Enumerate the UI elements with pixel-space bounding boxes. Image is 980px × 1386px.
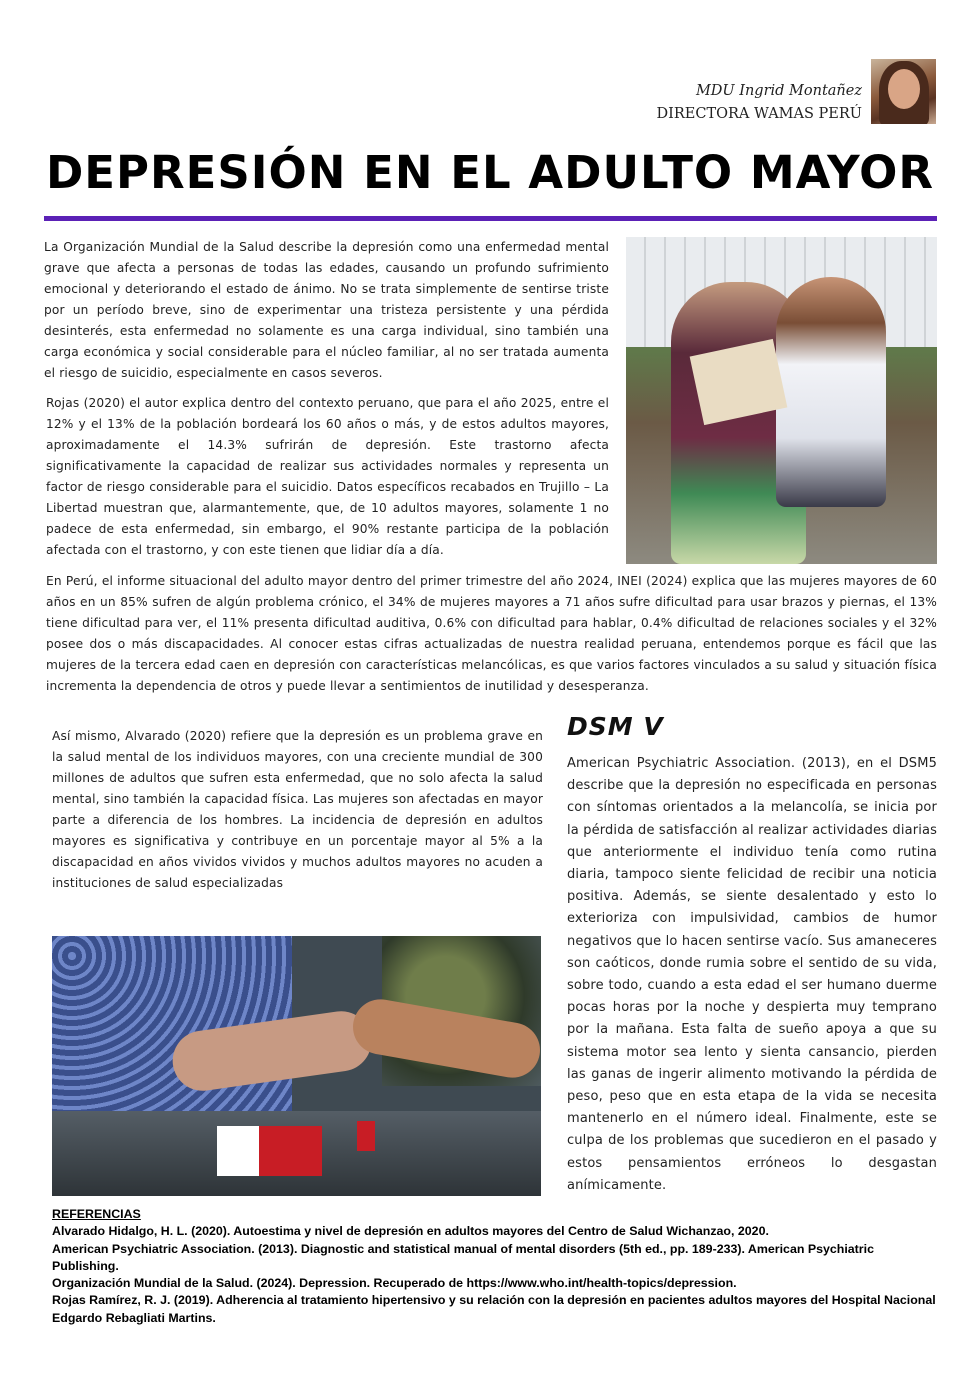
author-name: MDU Ingrid Montañez	[695, 83, 862, 99]
paragraph-rojas: Rojas (2020) el autor explica dentro del contexto peruano, que para el año 2025, entre el 12% y el 13% de la población bordeará los 60 años o más, y de estos adultos mayores, aproximadamente el 14.3% sufrirán de depresión. Este trastorno afecta significativamente la capacidad de realizar sus actividades normales y representa un factor de riesgo considerable para el suicidio. Datos específicos recabados en Trujillo – La Libertad muestran que, alarmantemente, que, de 10 adultos mayores, solamente 1 no padece de esta enfermedad, sin embargo, el 90% restante participa de la población afectada con el trastorno, y con este tienen que lidiar día a día.	[46, 396, 609, 557]
reference-item: Rojas Ramírez, R. J. (2019). Adherencia al tratamiento hipertensivo y su relación con la depresión en pacientes adultos mayores del Hospital Nacional Edgardo Rebagliati Martins.	[52, 1293, 936, 1325]
paragraph-dsm: American Psychiatric Association. (2013), en el DSM5 describe que la depresión no especificada en personas con síntomas orientados a la melancolía, se inicia por la pérdida de satisfacción al realizar actividades diarias que anteriormente el individuo tenía como rutina diaria, tampoco siente felicidad de recibir una noticia positiva. Además, se siente desalentado y esto lo exterioriza con impulsividad, cambios de humor negativos que lo hacen sentirse vacío. Sus amaneceres son caóticos, donde rumia sobre el sentido de su vida, sobre todo, cuando a esta edad el ser humano duerme pocas horas por la noche y despierta muy temprano por la mañana. Esta falta de sueño apoya a que su sistema motor sea lento y sienta cansancio, pierden las ganas de ingerir alimento motivando la pérdida de peso, peso que en esta etapa de la vida se necesita mantenerlo en el número ideal. Finalmente, este se culpa de los problemas que sucedieron en el pasado y estos pensamientos erróneos lo desgastan anímicamente.	[567, 756, 937, 1193]
references-heading: REFERENCIAS	[52, 1207, 141, 1221]
page-title: DEPRESIÓN EN EL ADULTO MAYOR	[45, 146, 935, 199]
author-avatar	[871, 59, 936, 124]
paragraph-inei: En Perú, el informe situacional del adulto mayor dentro del primer trimestre del año 2024, INEI (2024) explica que las mujeres mayores de 60 años en un 85% sufren de algún problema crónico, el 34% de mujeres mayores a 71 años sufre dificultad para usar brazos y piernas, el 13% tiene dificultad para ver, el 11% presenta dificultad auditiva, 0.6% con dificultad para hablar, 0.4% dificultad de relaciones sociales y el 32% posee dos o más discapacidades. Al conocer estas cifras actualizadas de nuestra realidad peruana, entendemos porque es fácil que las mujeres de la tercera edad caen en depresión con características melancólicas, es que varios factores vinculados a su salud y situación física incrementa la dependencia de otros y puede llevar a sentimientos de inutilidad y desesperanza.	[46, 574, 937, 693]
reference-item: Organización Mundial de la Salud. (2024). Depression. Recuperado de https://www.who.int/health-topics/depression.	[52, 1276, 737, 1291]
avatar-face-shape	[888, 69, 920, 109]
references-section	[52, 1206, 937, 1327]
title-divider	[44, 216, 937, 221]
photo-hands-medication	[52, 936, 541, 1196]
paragraph-alvarado: Así mismo, Alvarado (2020) refiere que la depresión es un problema grave en la salud mental de los individuos mayores, con una creciente mundial de 300 millones de adultos que sufren esta enfermedad, que no solo afecta la salud mental, sino también la capacidad física. Las mujeres son afectadas en mayor parte a diferencia de los hombres. La incidencia de depresión en adultos mayores es significativa y contribuye en un porcentaje mayor al 5% a la discapacidad en años vividos vividos y muchos adultos mayores no acuden a instituciones de salud especializadas	[52, 729, 543, 890]
author-block	[657, 80, 863, 126]
paragraph-oms-definition: La Organización Mundial de la Salud describe la depresión como una enfermedad mental grave que afecta a personas de todas las edades, causando un profundo sufrimiento emocional y deteriorando el estado de ánimo. No se trata simplemente de sentirse triste por un período breve, sino de experimentar una tristeza persistente y una pérdida desinterés, esta enfermedad no solamente es una carga individual, sino también una carga económica y social considerable para el núcleo familiar, al no ser tratada aumenta el riesgo de suicidio, especialmente en casos severos.	[44, 240, 609, 380]
author-role: DIRECTORA WAMAS PERÚ	[656, 106, 862, 122]
section-heading-dsm: DSM V	[567, 712, 664, 741]
reference-item: American Psychiatric Association. (2013). Diagnostic and statistical manual of mental disorders (5th ed., pp. 189-233). American Psychiatric Publishing.	[52, 1241, 874, 1273]
reference-item: Alvarado Hidalgo, H. L. (2020). Autoestima y nivel de depresión en adultos mayores del Centro de Salud Wichanzao, 2020.	[52, 1224, 769, 1239]
photo-elder-with-caregiver	[626, 237, 937, 564]
